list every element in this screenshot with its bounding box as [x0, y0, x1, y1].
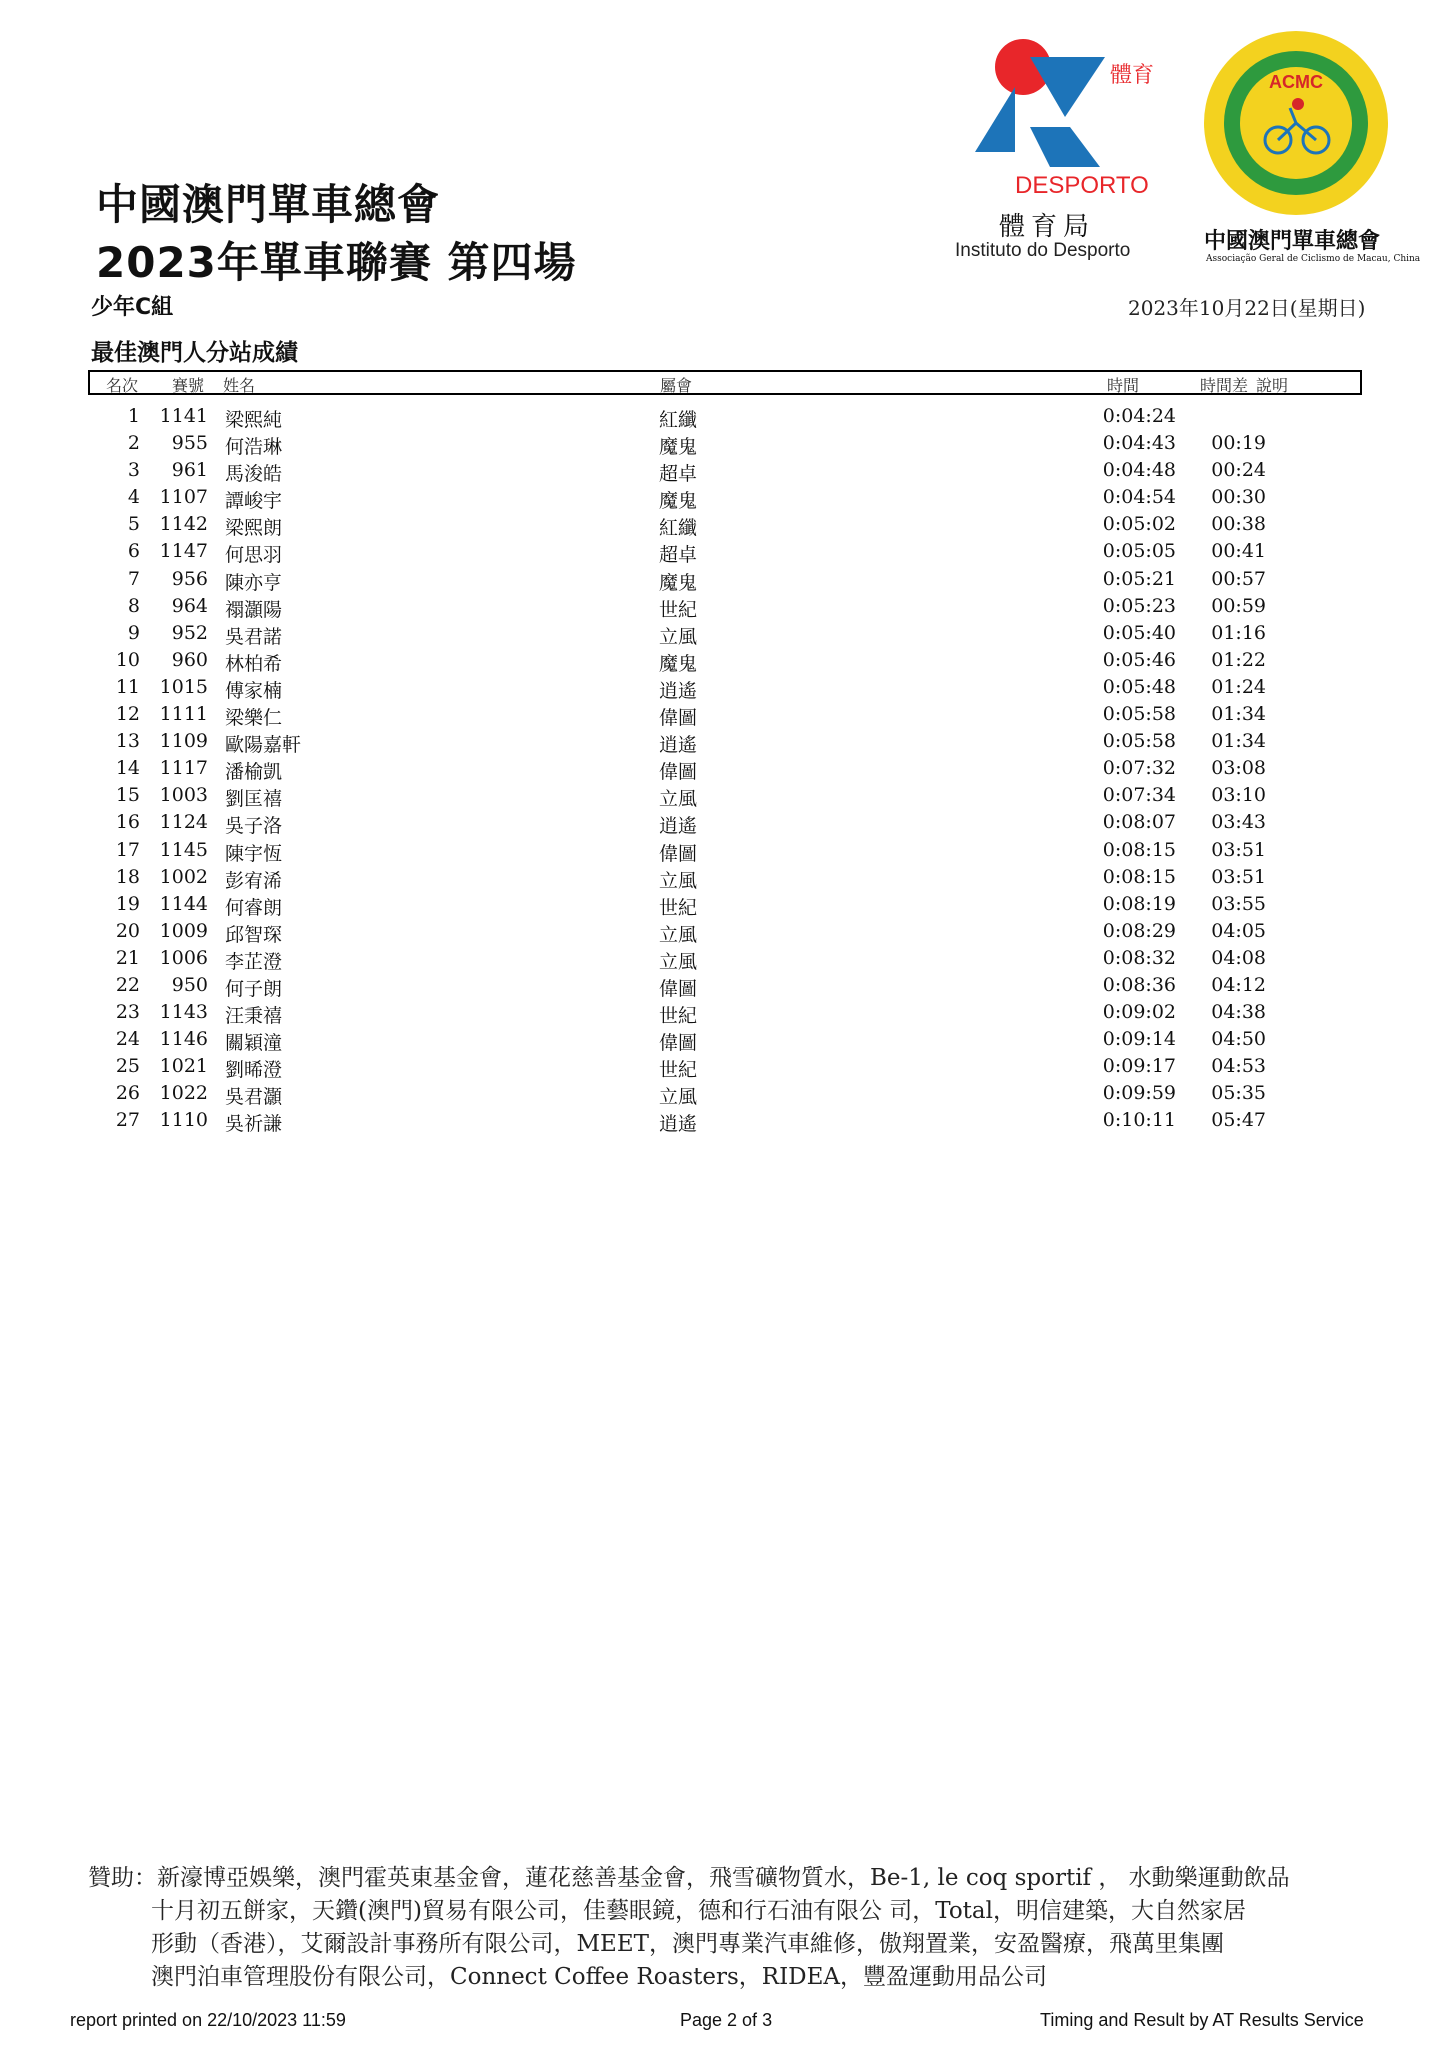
- table-row: [88, 920, 1362, 947]
- time-cell: 0:04:24: [1102, 405, 1176, 427]
- desporto-name-zh: 體育局: [999, 212, 1096, 242]
- name-cell: 劉匡禧: [225, 788, 283, 811]
- category-label: 少年C組: [91, 295, 174, 320]
- time-cell: 0:04:54: [1102, 486, 1176, 509]
- team-cell: 偉圖: [659, 842, 698, 865]
- gap-cell: 04:38: [1211, 1001, 1266, 1024]
- page-number: Page 2 of 3: [680, 2010, 773, 2030]
- gap-cell: 04:05: [1211, 919, 1266, 942]
- team-cell: 立風: [659, 625, 698, 648]
- time-cell: 0:05:48: [1102, 675, 1176, 698]
- gap-cell: 04:50: [1211, 1028, 1266, 1051]
- name-cell: 梁熙純: [225, 409, 283, 431]
- name-cell: 梁熙朗: [225, 517, 283, 540]
- time-cell: 0:05:46: [1102, 648, 1176, 671]
- bib-cell: 1002: [159, 865, 208, 888]
- bib-cell: 1124: [159, 811, 208, 834]
- time-cell: 0:08:19: [1102, 892, 1176, 915]
- gap-cell: 03:55: [1211, 892, 1266, 915]
- table-row: [88, 974, 1362, 1001]
- team-cell: 偉圖: [659, 761, 698, 784]
- name-cell: 譚峻宇: [225, 490, 283, 513]
- table-row: [88, 757, 1362, 784]
- gap-cell: 03:51: [1211, 865, 1266, 888]
- desporto-name-pt: Instituto do Desporto: [955, 240, 1131, 261]
- rank-cell: 1: [127, 405, 140, 427]
- rank-cell: 17: [115, 838, 140, 861]
- bib-cell: 1109: [159, 730, 208, 753]
- rank-cell: 27: [115, 1109, 140, 1132]
- table-row: [88, 839, 1362, 866]
- table-row: [88, 649, 1362, 676]
- table-row: [88, 947, 1362, 974]
- sponsor-line: 澳門泊車管理股份有限公司，Connect Coffee Roasters，RIDEA，豐盈運動用品公司: [151, 1964, 1048, 1990]
- rank-cell: 9: [127, 621, 140, 644]
- name-cell: 李芷澄: [225, 950, 283, 973]
- name-cell: 邱智琛: [225, 923, 283, 946]
- rank-cell: 19: [115, 892, 140, 915]
- table-row: [88, 893, 1362, 920]
- team-cell: 世紀: [659, 896, 698, 919]
- name-cell: 陳宇恆: [225, 842, 283, 865]
- rank-cell: 23: [115, 1001, 140, 1024]
- rank-cell: 22: [115, 973, 140, 996]
- acmc-logo: [1198, 28, 1421, 273]
- table-row: [88, 405, 1362, 432]
- acmc-abbr: ACMC: [1269, 72, 1323, 92]
- bib-cell: 955: [171, 432, 208, 455]
- name-cell: 禤灝陽: [225, 598, 283, 621]
- time-cell: 0:05:05: [1102, 540, 1176, 563]
- table-row: [88, 1001, 1362, 1028]
- team-cell: 逍遙: [659, 815, 698, 838]
- time-cell: 0:05:58: [1102, 730, 1176, 753]
- time-cell: 0:08:32: [1102, 946, 1176, 969]
- table-row: [88, 622, 1362, 649]
- org-title: 中國澳門單車總會: [96, 180, 441, 229]
- time-cell: 0:05:58: [1102, 703, 1176, 726]
- name-cell: 吳祈謙: [225, 1113, 283, 1136]
- rank-cell: 3: [127, 459, 140, 482]
- acmc-emblem-icon: [1198, 28, 1398, 218]
- name-cell: 潘榆凱: [225, 761, 283, 784]
- gap-cell: 01:22: [1211, 648, 1266, 671]
- table-row: [88, 568, 1362, 595]
- team-cell: 逍遙: [659, 679, 698, 702]
- table-row: [88, 432, 1362, 459]
- bib-cell: 1141: [159, 405, 208, 427]
- name-cell: 吳子洛: [225, 815, 283, 838]
- name-cell: 何子朗: [225, 977, 283, 1000]
- name-cell: 陳亦亨: [225, 571, 283, 594]
- rank-cell: 7: [127, 567, 140, 590]
- desporto-brand: DESPORTO: [1015, 172, 1149, 199]
- name-cell: 傅家楠: [225, 679, 283, 702]
- table-row: [88, 1109, 1362, 1136]
- bib-cell: 960: [171, 648, 208, 671]
- rank-cell: 26: [115, 1082, 140, 1105]
- gap-cell: 03:43: [1211, 811, 1266, 834]
- time-cell: 0:08:07: [1102, 811, 1176, 834]
- time-cell: 0:04:48: [1102, 459, 1176, 482]
- rank-cell: 2: [127, 432, 140, 455]
- team-cell: 立風: [659, 869, 698, 892]
- bib-cell: 1143: [159, 1001, 208, 1024]
- time-cell: 0:08:29: [1102, 919, 1176, 942]
- team-cell: 世紀: [659, 1005, 698, 1028]
- gap-cell: 00:57: [1211, 567, 1266, 590]
- team-cell: 魔鬼: [659, 490, 698, 513]
- sponsor-line: 形動（香港），艾爾設計事務所有限公司，MEET，澳門專業汽車維修，傲翔置業，安盈醫療，飛萬里集團: [151, 1931, 1224, 1957]
- name-cell: 何思羽: [225, 544, 283, 567]
- sponsor-line: 十月初五餅家，天鑽(澳門)貿易有限公司，佳藝眼鏡，德和行石油有限公 司，Total，明信建築，大自然家居: [151, 1898, 1246, 1924]
- bib-cell: 952: [171, 621, 208, 644]
- name-cell: 何浩琳: [225, 436, 283, 459]
- table-row: [88, 730, 1362, 757]
- col-note: 說明: [1256, 376, 1289, 395]
- team-cell: 立風: [659, 788, 698, 811]
- gap-cell: 03:08: [1211, 757, 1266, 780]
- time-cell: 0:05:02: [1102, 513, 1176, 536]
- team-cell: 魔鬼: [659, 436, 698, 459]
- rank-cell: 15: [115, 784, 140, 807]
- table-row: [88, 784, 1362, 811]
- gap-cell: 00:41: [1211, 540, 1266, 563]
- bib-cell: 1117: [159, 757, 208, 780]
- rank-cell: 16: [115, 811, 140, 834]
- team-cell: 魔鬼: [659, 571, 698, 594]
- gap-cell: 01:16: [1211, 621, 1266, 644]
- name-cell: 梁樂仁: [225, 707, 283, 730]
- rank-cell: 24: [115, 1028, 140, 1051]
- gap-cell: 01:34: [1211, 730, 1266, 753]
- time-cell: 0:08:15: [1102, 865, 1176, 888]
- team-cell: 世紀: [659, 598, 698, 621]
- time-cell: 0:09:14: [1102, 1028, 1176, 1051]
- col-time: 時間: [1107, 376, 1140, 395]
- desporto-logo: [955, 32, 1155, 262]
- rank-cell: 5: [127, 513, 140, 536]
- results-table: [88, 405, 1362, 1137]
- team-cell: 立風: [659, 1086, 698, 1109]
- event-date: 2023年10月22日(星期日): [1128, 296, 1366, 320]
- bib-cell: 964: [171, 594, 208, 617]
- name-cell: 吳君灝: [225, 1086, 283, 1109]
- name-cell: 汪秉禧: [225, 1005, 283, 1028]
- table-row: [88, 866, 1362, 893]
- bib-cell: 1147: [159, 540, 208, 563]
- time-cell: 0:10:11: [1102, 1109, 1176, 1132]
- gap-cell: 03:51: [1211, 838, 1266, 861]
- gap-cell: 01:34: [1211, 703, 1266, 726]
- bib-cell: 1110: [159, 1109, 208, 1132]
- bib-cell: 961: [171, 459, 208, 482]
- bib-cell: 1107: [159, 486, 208, 509]
- col-bib: 賽號: [172, 376, 205, 395]
- time-cell: 0:09:02: [1102, 1001, 1176, 1024]
- team-cell: 紅纖: [659, 517, 698, 540]
- time-cell: 0:08:36: [1102, 973, 1176, 996]
- bib-cell: 1006: [159, 946, 208, 969]
- rank-cell: 12: [115, 703, 140, 726]
- gap-cell: 04:12: [1211, 973, 1266, 996]
- name-cell: 關穎潼: [225, 1032, 283, 1055]
- rank-cell: 20: [115, 919, 140, 942]
- name-cell: 吳君諾: [225, 625, 283, 648]
- gap-cell: 03:10: [1211, 784, 1266, 807]
- time-cell: 0:09:59: [1102, 1082, 1176, 1105]
- bib-cell: 1145: [159, 838, 208, 861]
- col-name: 姓名: [223, 376, 256, 395]
- gap-cell: 00:30: [1211, 486, 1266, 509]
- rank-cell: 4: [127, 486, 140, 509]
- bib-cell: 1111: [159, 703, 208, 726]
- table-row: [88, 595, 1362, 622]
- table-row: [88, 676, 1362, 703]
- sponsor-line: 贊助：新濠博亞娛樂，澳門霍英東基金會，蓮花慈善基金會，飛雪礦物質水，Be-1, le coq sportif ， 水動樂運動飲品: [88, 1865, 1290, 1891]
- table-row: [88, 1028, 1362, 1055]
- rank-cell: 6: [127, 540, 140, 563]
- team-cell: 偉圖: [659, 707, 698, 730]
- team-cell: 偉圖: [659, 977, 698, 1000]
- team-cell: 超卓: [659, 463, 698, 486]
- col-rank: 名次: [106, 376, 139, 395]
- team-cell: 世紀: [659, 1059, 698, 1082]
- rank-cell: 18: [115, 865, 140, 888]
- team-cell: 立風: [659, 950, 698, 973]
- name-cell: 林柏希: [225, 652, 283, 675]
- bib-cell: 1144: [159, 892, 208, 915]
- team-cell: 偉圖: [659, 1032, 698, 1055]
- gap-cell: 00:24: [1211, 459, 1266, 482]
- name-cell: 何睿朗: [225, 896, 283, 919]
- bib-cell: 1009: [159, 919, 208, 942]
- gap-cell: 00:59: [1211, 594, 1266, 617]
- team-cell: 逍遙: [659, 734, 698, 757]
- team-cell: 逍遙: [659, 1113, 698, 1136]
- gap-cell: 00:19: [1211, 432, 1266, 455]
- table-row: [88, 1082, 1362, 1109]
- table-row: [88, 1055, 1362, 1082]
- gap-cell: 00:38: [1211, 513, 1266, 536]
- team-cell: 立風: [659, 923, 698, 946]
- bib-cell: 950: [171, 973, 208, 996]
- table-row: [88, 540, 1362, 567]
- time-cell: 0:07:34: [1102, 784, 1176, 807]
- table-row: [88, 703, 1362, 730]
- time-cell: 0:04:43: [1102, 432, 1176, 455]
- gap-cell: 04:53: [1211, 1055, 1266, 1078]
- team-cell: 超卓: [659, 544, 698, 567]
- desporto-vertical-text: 體育: [1110, 63, 1155, 88]
- name-cell: 馬浚皓: [225, 463, 283, 486]
- rank-cell: 21: [115, 946, 140, 969]
- bib-cell: 956: [171, 567, 208, 590]
- table-row: [88, 513, 1362, 540]
- gap-cell: 01:24: [1211, 675, 1266, 698]
- bib-cell: 1003: [159, 784, 208, 807]
- event-title: 2023年單車聯賽 第四場: [96, 238, 577, 287]
- time-cell: 0:08:15: [1102, 838, 1176, 861]
- bib-cell: 1146: [159, 1028, 208, 1051]
- table-row: [88, 459, 1362, 486]
- table-row: [88, 811, 1362, 838]
- results-subtitle: 最佳澳門人分站成績: [91, 340, 298, 366]
- team-cell: 紅纖: [659, 409, 698, 431]
- col-gap: 時間差: [1200, 376, 1249, 395]
- rank-cell: 14: [115, 757, 140, 780]
- time-cell: 0:09:17: [1102, 1055, 1176, 1078]
- gap-cell: 04:08: [1211, 946, 1266, 969]
- acmc-name-zh: 中國澳門單車總會: [1204, 228, 1381, 254]
- bib-cell: 1022: [159, 1082, 208, 1105]
- time-cell: 0:05:40: [1102, 621, 1176, 644]
- rank-cell: 13: [115, 730, 140, 753]
- time-cell: 0:05:21: [1102, 567, 1176, 590]
- sponsor-block: [88, 1862, 1388, 1994]
- time-cell: 0:05:23: [1102, 594, 1176, 617]
- timing-credit: Timing and Result by AT Results Service: [1040, 2010, 1364, 2030]
- name-cell: 彭宥浠: [225, 869, 283, 892]
- rank-cell: 8: [127, 594, 140, 617]
- rank-cell: 11: [115, 675, 140, 698]
- gap-cell: 05:35: [1211, 1082, 1266, 1105]
- acmc-name-pt: Associação Geral de Ciclismo de Macau, China: [1206, 254, 1421, 264]
- table-row: [88, 486, 1362, 513]
- results-table-header: [88, 370, 1362, 395]
- name-cell: 劉晞澄: [225, 1059, 283, 1082]
- rank-cell: 25: [115, 1055, 140, 1078]
- gap-cell: 05:47: [1211, 1109, 1266, 1132]
- col-team: 屬會: [660, 376, 693, 395]
- bib-cell: 1021: [159, 1055, 208, 1078]
- print-timestamp: report printed on 22/10/2023 11:59: [70, 2010, 346, 2030]
- name-cell: 歐陽嘉軒: [225, 734, 302, 757]
- rank-cell: 10: [115, 648, 140, 671]
- team-cell: 魔鬼: [659, 652, 698, 675]
- bib-cell: 1015: [159, 675, 208, 698]
- time-cell: 0:07:32: [1102, 757, 1176, 780]
- bib-cell: 1142: [159, 513, 208, 536]
